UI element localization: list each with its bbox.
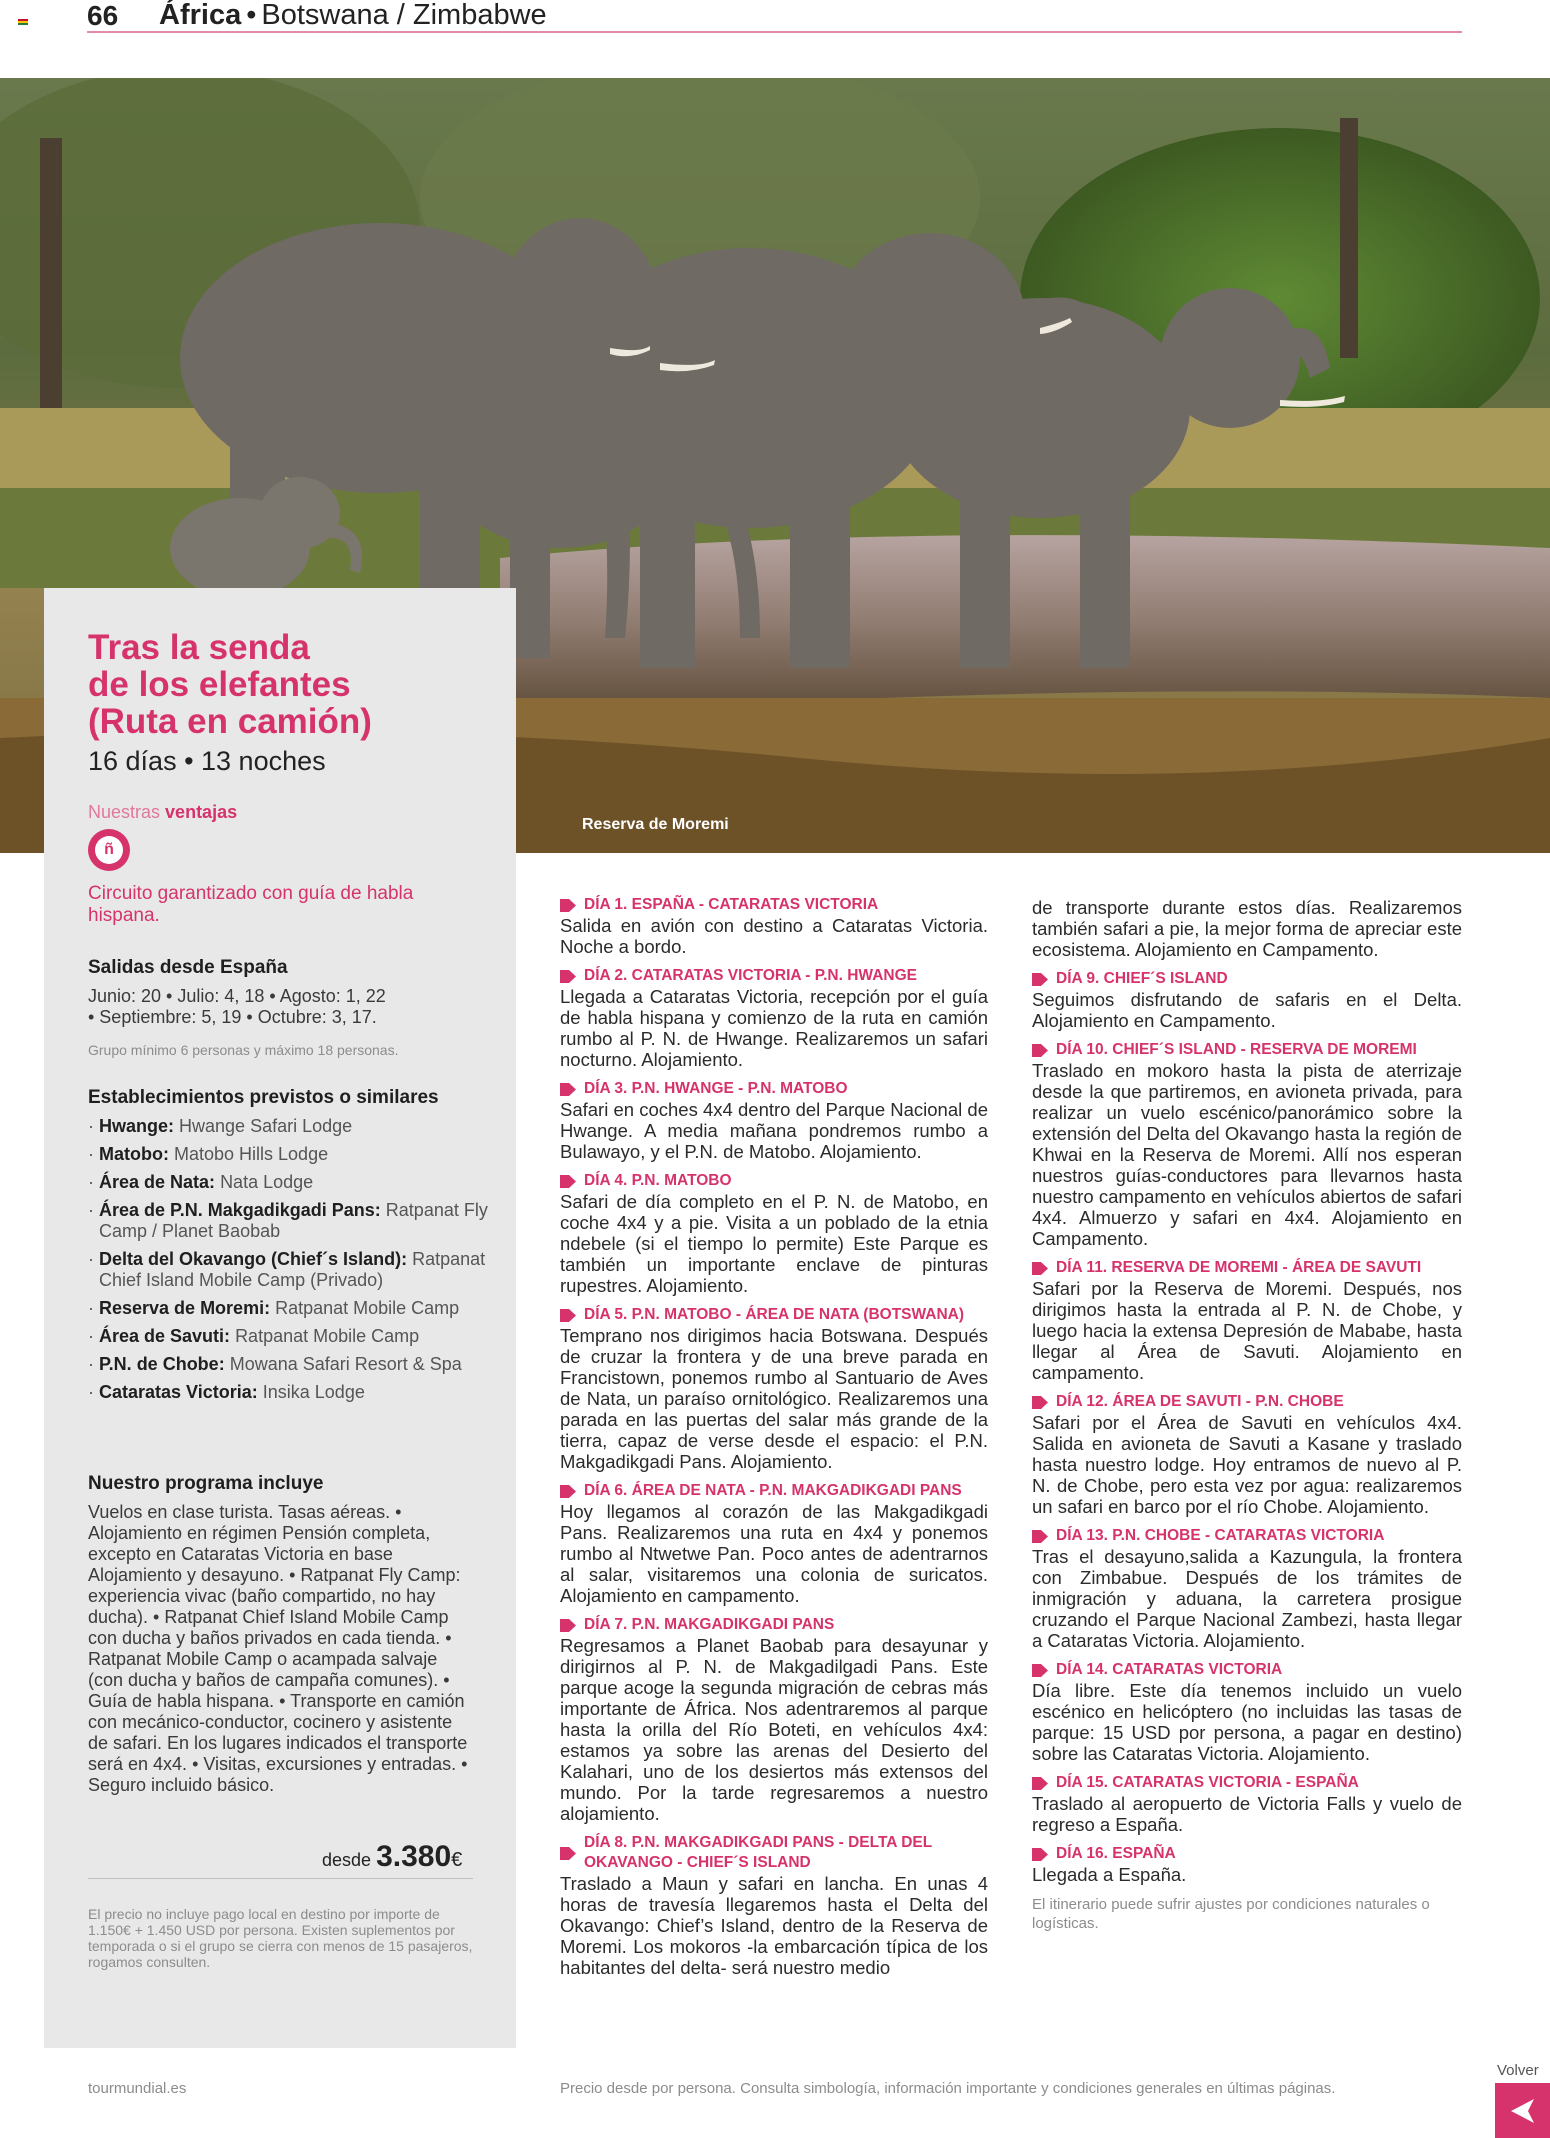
itinerary-day <box>560 1305 988 1472</box>
lodging-place: Cataratas Victoria: <box>99 1382 258 1402</box>
lodgings-list <box>88 1116 488 1410</box>
lodging-item: · Cataratas Victoria: Insika Lodge <box>88 1382 365 1402</box>
day-title: DÍA 4. P.N. MATOBO <box>584 1172 732 1189</box>
advantages-label <box>88 802 237 823</box>
day-text: Traslado en mokoro hasta la pista de aterrizaje desde la que partiremos, en avioneta privada, para realizar un vuelo escénico/panorámico sobre la extensión del Delta del Okavango hasta la región de Khwai en la Reserva de Moremi. Allí nos esperan nuestros guías-conductores para llevarnos hasta nuestro campamento en vehículos abiertos de safari 4x4. Almuerzo y safari en 4x4. Alojamiento en Campamento. <box>1032 1060 1462 1249</box>
header-separator: • <box>246 0 257 31</box>
flag-icon <box>18 19 28 26</box>
day-text: Tras el desayuno,salida a Kazungula, la frontera con Zimbabue. Después de los trámites de inmigración y aduana, la carretera prosigue cruzando el Parque Nacional Zambezi, hasta llegar a Cataratas Victoria. Alojamiento. <box>1032 1546 1462 1651</box>
footer-disclaimer: Precio desde por persona. Consulta simbología, información importante y condiciones generales en últimas páginas. <box>560 2080 1336 2097</box>
itinerary-day <box>1032 1258 1462 1383</box>
trip-title-line: de los elefantes <box>88 665 351 704</box>
day-title: DÍA 12. ÁREA DE SAVUTI - P.N. CHOBE <box>1056 1393 1344 1410</box>
day-title: DÍA 16. ESPAÑA <box>1056 1845 1176 1862</box>
lodging-item: · Área de P.N. Makgadikgadi Pans: Ratpanat Fly Camp / Planet Baobab <box>88 1200 488 1241</box>
itinerary-day-continued <box>1032 897 1462 960</box>
day-text: Hoy llegamos al corazón de las Makgadikgadi Pans. Realizaremos una ruta en 4x4 y ponemos rumbo al Ntwetwe Pan. Poco antes de adentrarnos al salar, visitaremos una colonia de suricatos. Alojamiento en campamento. <box>560 1501 988 1606</box>
trip-title-line: Tras la senda <box>88 628 310 667</box>
itinerary-day <box>560 1481 988 1606</box>
day-title: DÍA 9. CHIEF´S ISLAND <box>1056 970 1228 987</box>
day-marker-icon <box>560 1309 576 1322</box>
day-text: Llegada a Cataratas Victoria, recepción por el guía de habla hispana y comienzo de la ruta en camión rumbo al P. N. de Hwange. Realizaremos un safari nocturno. Alojamiento. <box>560 986 988 1070</box>
lodging-place: P.N. de Chobe: <box>99 1354 225 1374</box>
day-title: DÍA 5. P.N. MATOBO - ÁREA DE NATA (BOTSWANA) <box>584 1306 965 1323</box>
day-title: DÍA 3. P.N. HWANGE - P.N. MATOBO <box>584 1080 848 1097</box>
day-marker-icon <box>1032 1777 1048 1790</box>
lodging-name: Ratpanat Mobile Camp <box>235 1326 420 1346</box>
day-text: Traslado al aeropuerto de Victoria Falls y vuelo de regreso a España. <box>1032 1793 1462 1835</box>
lodging-place: Hwange: <box>99 1116 175 1136</box>
day-text: Seguimos disfrutando de safaris en el Delta. Alojamiento en Campamento. <box>1032 989 1462 1031</box>
advantages-label-bold: ventajas <box>165 802 238 822</box>
day-marker-icon <box>1032 1044 1048 1057</box>
day-title: DÍA 7. P.N. MAKGADIKGADI PANS <box>584 1616 835 1633</box>
day-marker-icon <box>560 1485 576 1498</box>
departures-title: Salidas desde España <box>88 957 288 978</box>
day-text: Temprano nos dirigimos hacia Botswana. Después de cruzar la frontera y de una breve parada en Francistown, ponemos rumbo al Santuario de Aves de Nata, un paraíso ornitológico. Realizaremos una parada en las puertas del salar más grande de la tierra, capaz de verse desde el espacio: el P.N. Makgadikgadi Pans. Alojamiento. <box>560 1325 988 1472</box>
back-label[interactable]: Volver <box>1497 2062 1539 2079</box>
itinerary-day <box>1032 1773 1462 1835</box>
day-text: Safari de día completo en el P. N. de Matobo, en coche 4x4 y a pie. Visita a un poblado de la etnia ndebele (si el tiempo lo permite) Este Parque es también un importante enclave de pinturas rupestres. Alojamiento. <box>560 1191 988 1296</box>
price-amount: 3.380 <box>376 1840 452 1873</box>
lodging-name: Ratpanat Mobile Camp <box>275 1298 460 1318</box>
trip-title-line: (Ruta en camión) <box>88 702 372 741</box>
lodging-item: · Área de Nata: Nata Lodge <box>88 1172 314 1192</box>
lodging-place: Área de P.N. Makgadikgadi Pans: <box>99 1200 381 1220</box>
day-title: DÍA 10. CHIEF´S ISLAND - RESERVA DE MOREMI <box>1056 1041 1417 1058</box>
lodging-item: · Hwange: Hwange Safari Lodge <box>88 1116 353 1136</box>
lodging-name: Matobo Hills Lodge <box>174 1144 329 1164</box>
website-link[interactable]: tourmundial.es <box>88 2080 187 2097</box>
itinerary-day <box>560 895 988 957</box>
day-marker-icon <box>560 899 576 912</box>
day-title: DÍA 8. P.N. MAKGADIKGADI PANS - DELTA DEL OKAVANGO - CHIEF´S ISLAND <box>584 1834 932 1871</box>
day-title: DÍA 11. RESERVA DE MOREMI - ÁREA DE SAVUTI <box>1056 1259 1422 1276</box>
itinerary-note: El itinerario puede sufrir ajustes por condiciones naturales o logísticas. <box>1032 1896 1430 1932</box>
itinerary-day <box>560 1079 988 1162</box>
day-title: DÍA 14. CATARATAS VICTORIA <box>1056 1661 1283 1678</box>
day-text: Llegada a España. <box>1032 1864 1187 1885</box>
day-title: DÍA 15. CATARATAS VICTORIA - ESPAÑA <box>1056 1774 1359 1791</box>
itinerary-column-2 <box>1032 897 1462 1933</box>
lodging-name: Hwange Safari Lodge <box>179 1116 353 1136</box>
day-marker-icon <box>1032 973 1048 986</box>
lodging-item: · Área de Savuti: Ratpanat Mobile Camp <box>88 1326 420 1346</box>
lodging-item: · Reserva de Moremi: Ratpanat Mobile Camp <box>88 1298 460 1318</box>
departures-dates <box>88 986 478 1028</box>
price-prefix: desde <box>322 1850 372 1870</box>
day-marker-icon <box>1032 1262 1048 1275</box>
day-text: Día libre. Este día tenemos incluido un vuelo escénico en helicóptero (no incluidas las tasas de parque: 15 USD por persona, a pagar en destino) sobre las Cataratas Victoria. Alojamiento. <box>1032 1680 1462 1764</box>
lodging-place: Delta del Okavango (Chief´s Island): <box>99 1249 408 1269</box>
lodging-place: Reserva de Moremi: <box>99 1298 271 1318</box>
lodgings-title: Establecimientos previstos o similares <box>88 1087 439 1108</box>
trip-title <box>88 629 488 740</box>
photo-caption: Reserva de Moremi <box>582 816 729 833</box>
day-text: Traslado a Maun y safari en lancha. En unas 4 horas de travesía llegaremos hasta el Delta del Okavango: Chief’s Island, dentro de la Reserva de Moremi. Los mokoros -la embarcación típica de los habitantes del delta- será nuestro medio <box>560 1873 988 1978</box>
itinerary-day <box>560 1171 988 1296</box>
includes-title: Nuestro programa incluye <box>88 1473 324 1494</box>
lodging-name: Nata Lodge <box>220 1172 314 1192</box>
lodging-name: Insika Lodge <box>262 1382 365 1402</box>
lodging-item: · P.N. de Chobe: Mowana Safari Resort & Spa <box>88 1354 462 1374</box>
day-title: DÍA 1. ESPAÑA - CATARATAS VICTORIA <box>584 896 879 913</box>
departures-line: • Septiembre: 5, 19 • Octubre: 3, 17. <box>88 1007 377 1027</box>
back-arrow-icon <box>1508 2096 1538 2126</box>
price <box>322 1840 462 1874</box>
itinerary-column-1 <box>560 895 988 1987</box>
itinerary-day <box>560 966 988 1070</box>
includes-text: Vuelos en clase turista. Tasas aéreas. • Alojamiento en régimen Pensión completa, excepto en Cataratas Victoria en base Alojamiento y desayuno. • Ratpanat Fly Camp: experiencia vivac (baño compartido, no hay ducha). • Ratpanat Chief Island Mobile Camp con ducha y baños privados en cada tienda. • Ratpanat Mobile Camp o acampada salvaje (con ducha y baños de campaña comunes). • Guía de habla hispana. • Transporte en camión con mecánico-conductor, cocinero y asistente de safari. En los lugares indicados el transporte será en 4x4. • Visitas, excursiones y entradas. • Seguro incluido básico. <box>88 1502 468 1795</box>
price-currency: € <box>451 1849 463 1871</box>
day-marker-icon <box>1032 1848 1048 1861</box>
lodging-name: Ratpanat Fly Camp / Planet Baobab <box>99 1200 488 1241</box>
itinerary-day <box>1032 969 1462 1031</box>
day-text: Safari en coches 4x4 dentro del Parque Nacional de Hwange. A media mañana pondremos rumbo a Bulawayo, y el P.N. de Matobo. Alojamiento. <box>560 1099 988 1162</box>
page-number: 66 <box>87 0 119 31</box>
lodging-place: Matobo: <box>99 1144 169 1164</box>
day-marker-icon <box>1032 1396 1048 1409</box>
day-marker-icon <box>560 1619 576 1632</box>
lodging-name: Ratpanat Chief Island Mobile Camp (Privado) <box>99 1249 486 1290</box>
itinerary-day <box>560 1833 988 1978</box>
day-marker-icon <box>1032 1664 1048 1677</box>
itinerary-day <box>1032 1844 1462 1885</box>
region-title: África <box>159 0 242 31</box>
day-title: DÍA 6. ÁREA DE NATA - P.N. MAKGADIKGADI PANS <box>584 1482 962 1499</box>
price-note: El precio no incluye pago local en destino por importe de 1.150€ + 1.450 USD por persona. Existen suplementos por temporada o si el grupo se cierra con menos de 15 pasajeros, rogamos consulten. <box>88 1906 473 1970</box>
itinerary-day <box>560 1615 988 1824</box>
day-title: DÍA 2. CATARATAS VICTORIA - P.N. HWANGE <box>584 967 917 984</box>
day-text: Salida en avión con destino a Cataratas Victoria. Noche a bordo. <box>560 915 988 957</box>
day-text: de transporte durante estos días. Realizaremos también safari a pie, la mejor forma de apreciar este ecosistema. Alojamiento en Campamento. <box>1032 897 1462 960</box>
itinerary-day <box>1032 1392 1462 1517</box>
itinerary-day <box>1032 1040 1462 1249</box>
day-text: Regresamos a Planet Baobab para desayunar y dirigirnos al P. N. de Makgadilgadi Pans. Este parque acoge la segunda migración de cebras más importante de África. Nos adentraremos al parque hasta la orilla del Río Boteti, en vehículos 4x4: estamos ya sobre las arenas del Desierto del Kalahari, uno de los desiertos más extensos del mundo. Por la tarde regresaremos a nuestro alojamiento. <box>560 1635 988 1824</box>
lodging-name: Mowana Safari Resort & Spa <box>229 1354 462 1374</box>
itinerary-day <box>1032 1660 1462 1764</box>
day-text: Safari por el Área de Savuti en vehículos 4x4. Salida en avioneta de Savuti a Kasane y traslado hasta nuestro lodge. Hoy entramos de nuevo al P. N. de Chobe, pero esta vez por agua: realizaremos un safari en barco por el río Chobe. Alojamiento. <box>1032 1412 1462 1517</box>
day-text: Safari por la Reserva de Moremi. Después, nos dirigimos hasta la entrada al P. N. de Chobe, y luego hacia la extensa Depresión de Mababe, hasta llegar al Área de Savuti. Alojamiento en campamento. <box>1032 1278 1462 1383</box>
itinerary-day <box>1032 1526 1462 1651</box>
country-title: Botswana / Zimbabwe <box>261 0 547 31</box>
day-title: DÍA 13. P.N. CHOBE - CATARATAS VICTORIA <box>1056 1527 1385 1544</box>
advantages-label-light: Nuestras <box>88 802 161 822</box>
lodging-place: Área de Nata: <box>99 1172 216 1192</box>
day-marker-icon <box>560 970 576 983</box>
day-marker-icon <box>1032 1530 1048 1543</box>
spanish-guide-icon-letter: ñ <box>95 836 123 864</box>
group-size-note: Grupo mínimo 6 personas y máximo 18 personas. <box>88 1042 399 1058</box>
spanish-guide-icon <box>88 829 130 871</box>
lodging-place: Área de Savuti: <box>99 1326 231 1346</box>
trip-duration: 16 días • 13 noches <box>88 746 326 776</box>
day-marker-icon <box>560 1083 576 1096</box>
lodging-item: · Matobo: Matobo Hills Lodge <box>88 1144 329 1164</box>
day-marker-icon <box>560 1175 576 1188</box>
departures-line: Junio: 20 • Julio: 4, 18 • Agosto: 1, 22 <box>88 986 386 1006</box>
back-button[interactable] <box>1495 2083 1550 2138</box>
page-header <box>87 0 1462 33</box>
lodging-item: · Delta del Okavango (Chief´s Island): Ratpanat Chief Island Mobile Camp (Privado) <box>88 1249 486 1290</box>
price-divider <box>88 1878 473 1879</box>
day-marker-icon <box>560 1847 576 1860</box>
advantages-text: Circuito garantizado con guía de habla hispana. <box>88 883 414 926</box>
